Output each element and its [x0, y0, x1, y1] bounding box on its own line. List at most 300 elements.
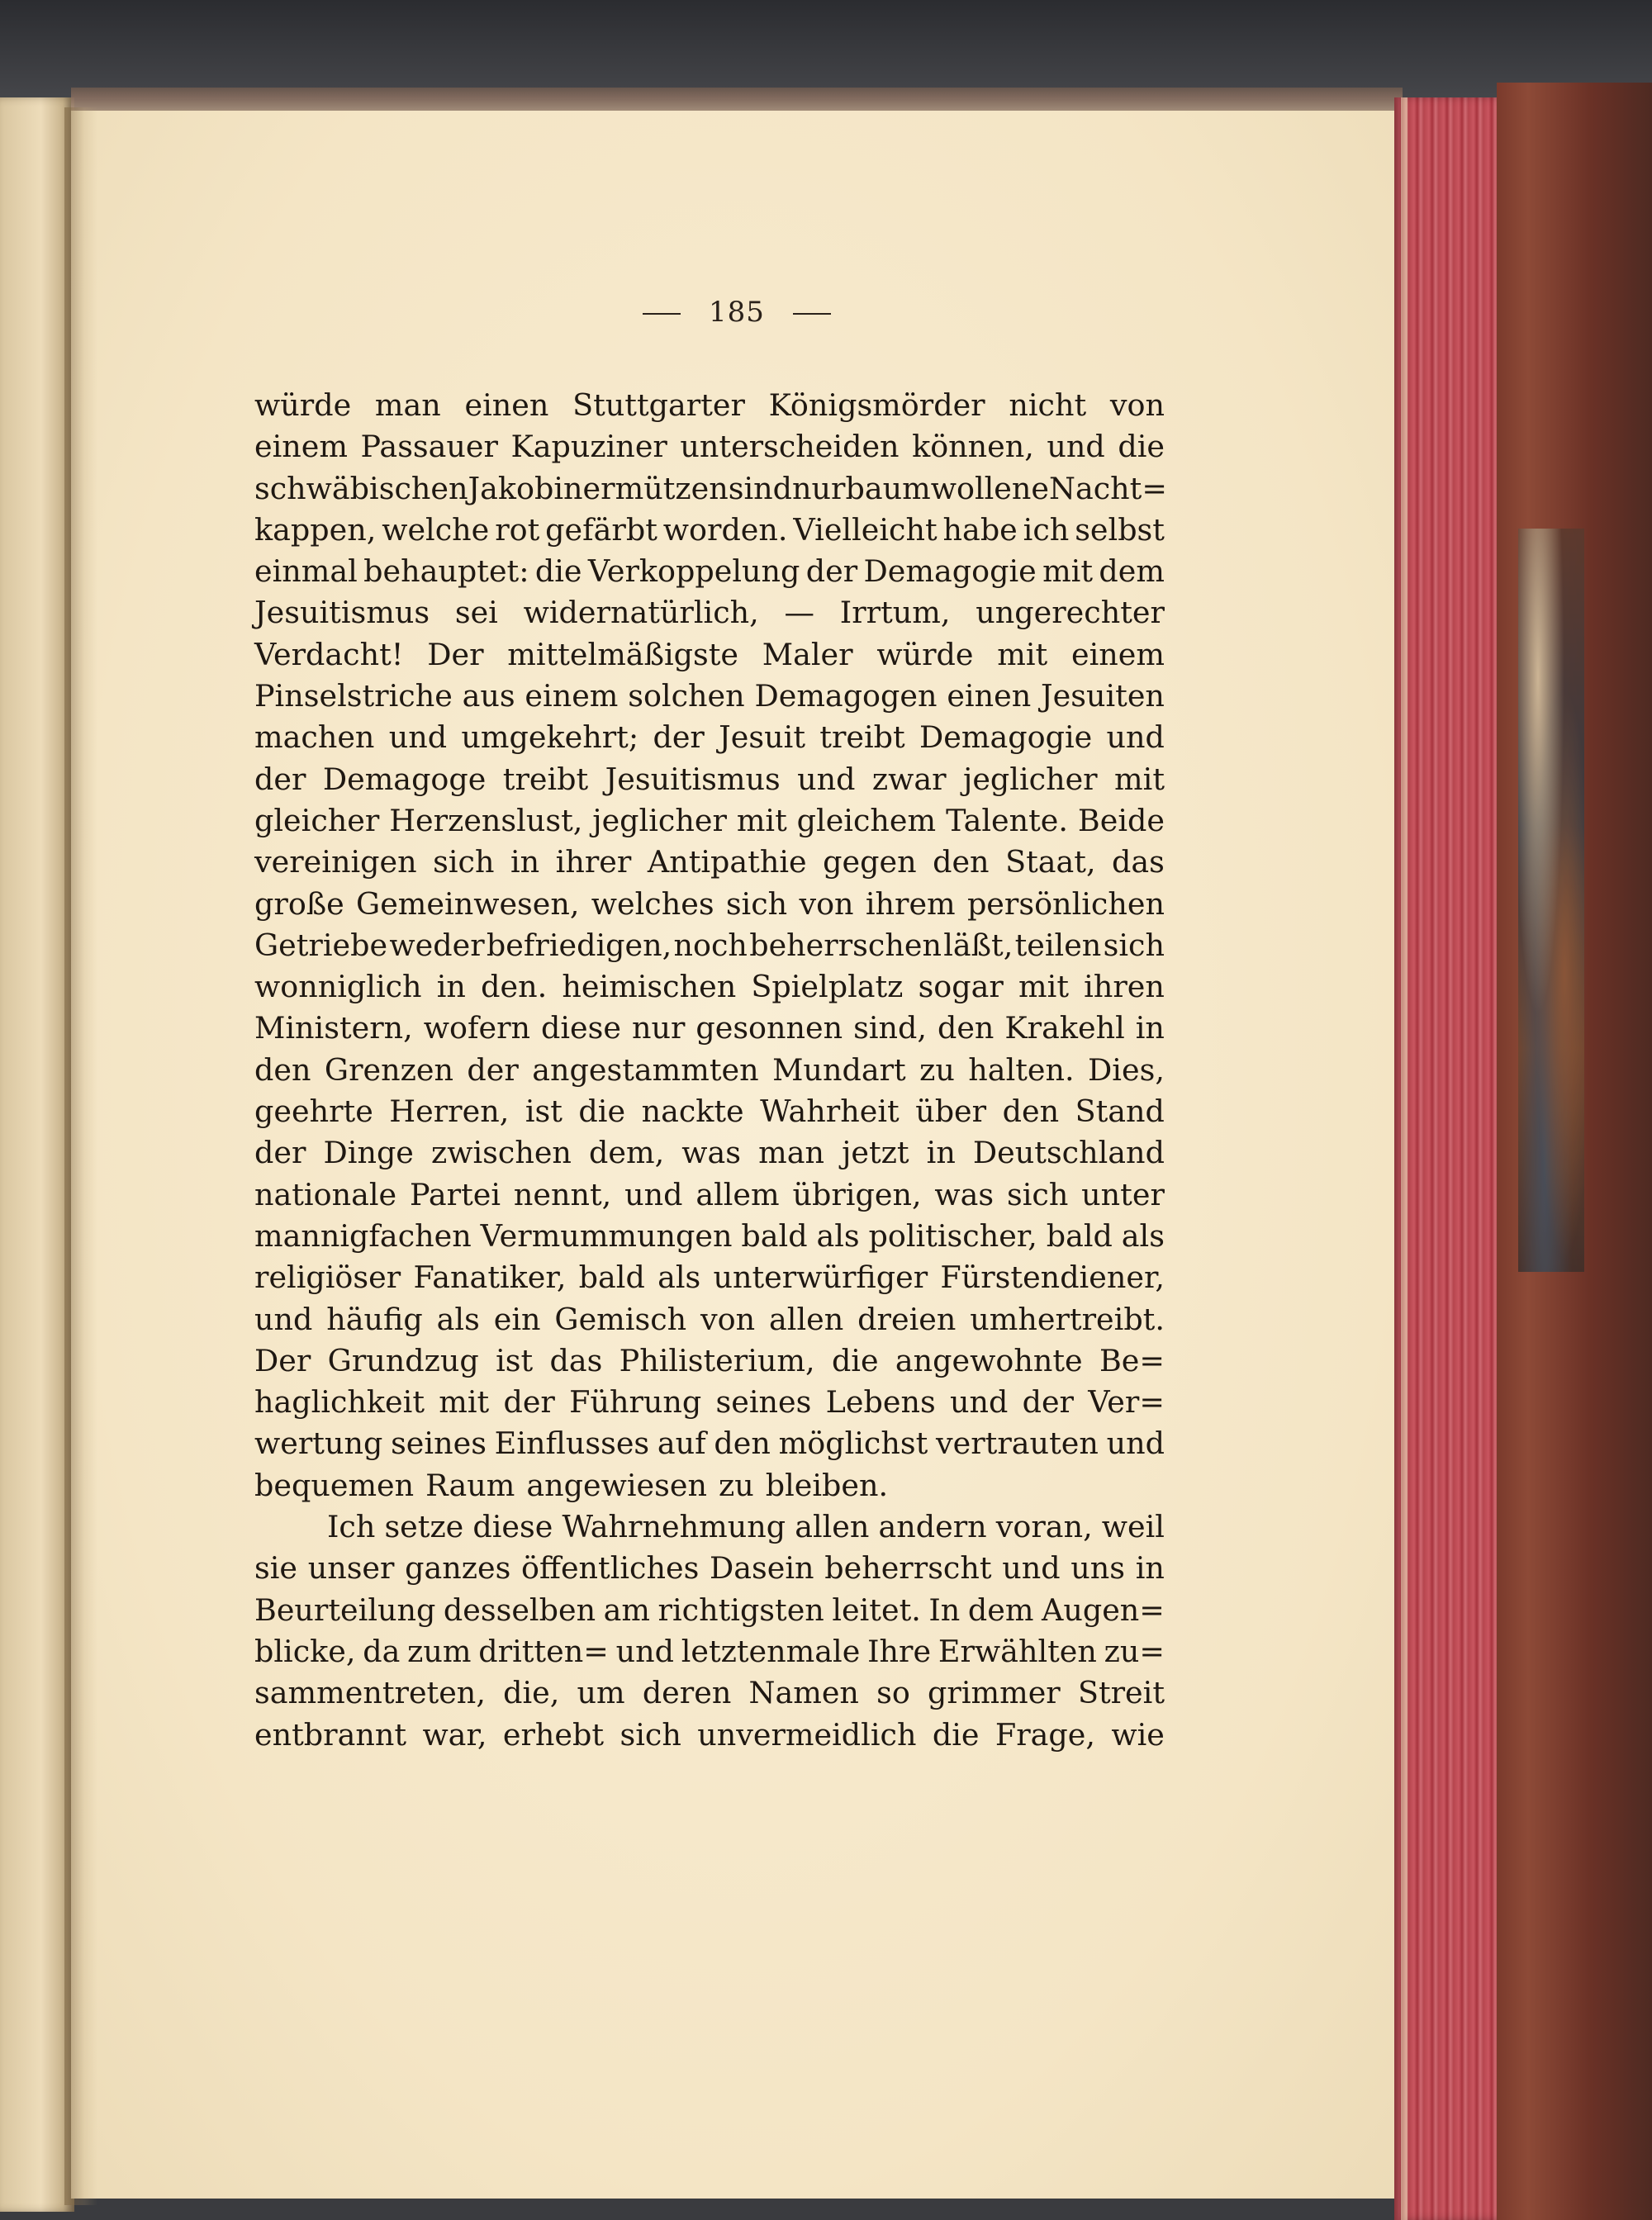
word: da [363, 1633, 401, 1669]
word: der [254, 1135, 306, 1171]
word: den [254, 1051, 311, 1088]
word: unter [1081, 1176, 1165, 1212]
text-line [254, 1257, 1165, 1298]
word: allem [695, 1176, 780, 1212]
word: gefärbt [545, 511, 657, 548]
word: deren [642, 1675, 732, 1711]
text-line [254, 634, 1165, 676]
word: politischer, [868, 1217, 1037, 1254]
word: man [758, 1135, 824, 1171]
word: Spielplatz [751, 969, 904, 1005]
word: beherrschen [749, 927, 942, 963]
text-line [254, 385, 1165, 426]
word: und [1106, 1425, 1165, 1462]
word: den [1002, 1093, 1060, 1130]
word: jeglicher [963, 761, 1098, 797]
word: möglichst [778, 1425, 928, 1462]
word: die [1118, 429, 1165, 465]
word: richtigsten [657, 1591, 824, 1628]
word: wofern [423, 1010, 531, 1046]
word: Mundart [772, 1051, 906, 1088]
word: über [915, 1093, 987, 1130]
word: das [549, 1342, 603, 1378]
text-line [254, 426, 1165, 467]
word: Grenzen [324, 1051, 453, 1088]
text-line [254, 717, 1165, 758]
word: mit [1018, 969, 1069, 1005]
word: mit [1042, 553, 1094, 590]
word: auf [657, 1425, 706, 1462]
word: Der [427, 636, 484, 672]
text-line [254, 1340, 1165, 1382]
word: mittelmäßigste [507, 636, 738, 672]
word: weder [389, 927, 485, 963]
word: der [503, 1384, 555, 1421]
word: dritten= [478, 1633, 609, 1669]
word: setze [384, 1509, 464, 1545]
word: Streit [1077, 1675, 1165, 1711]
word: und [797, 761, 856, 797]
word: machen [254, 719, 375, 756]
word: den [933, 844, 990, 880]
marbled-endpaper [1518, 529, 1584, 1272]
word: als [1121, 1217, 1165, 1254]
word: Dinge [323, 1135, 414, 1171]
word: Herren, [389, 1093, 510, 1130]
word: Antipathie [647, 844, 807, 880]
word: kappen, [254, 511, 377, 548]
word: diese [541, 1010, 621, 1046]
word: die [578, 1093, 626, 1130]
text-line [254, 1382, 1165, 1423]
word: worden. [662, 511, 788, 548]
word: unser [307, 1550, 395, 1587]
text-line [254, 884, 1165, 925]
word: uns [1070, 1550, 1126, 1587]
word: das [1112, 844, 1165, 880]
word: Ich [327, 1509, 376, 1545]
word: ist [525, 1093, 563, 1130]
word: bald [578, 1259, 645, 1296]
word: läßt, [943, 927, 1014, 963]
word: zwar [871, 761, 947, 797]
word: am [603, 1591, 650, 1628]
word: in [926, 1135, 956, 1171]
word: übrigen, [792, 1176, 922, 1212]
paragraph [254, 385, 1165, 1506]
word: einem [525, 678, 619, 714]
word: religiöser [254, 1259, 401, 1296]
word: halten. [968, 1051, 1075, 1088]
word: — [784, 595, 815, 631]
word: Der [254, 1342, 311, 1378]
word: ich [1023, 511, 1070, 548]
word: angewiesen [526, 1467, 707, 1503]
text-line [254, 1132, 1165, 1174]
word: wonniglich [254, 969, 422, 1005]
word: in [1135, 1010, 1165, 1046]
word: Erwählten [938, 1633, 1097, 1669]
word: von [799, 885, 854, 922]
word: nackte [641, 1093, 744, 1130]
text-line [254, 1008, 1165, 1049]
word: angewohnte [895, 1342, 1083, 1378]
word: habe [942, 511, 1018, 548]
word: die [831, 1342, 879, 1378]
word: schwäbischen [254, 470, 468, 506]
word: aus [462, 678, 515, 714]
word: einem [254, 429, 348, 465]
word: dem [967, 1591, 1034, 1628]
word: einen [947, 678, 1032, 714]
stacked-page-edges [1394, 97, 1502, 2220]
left-page-edge [0, 97, 74, 2212]
word: gleicher [254, 802, 380, 838]
word: nur [631, 1010, 686, 1046]
word: Demagogie [863, 553, 1037, 590]
text-line [254, 759, 1165, 800]
word: umhertreibt. [970, 1301, 1165, 1337]
word: was [681, 1135, 742, 1171]
word: Staat, [1005, 844, 1096, 880]
word: Passauer [360, 429, 498, 465]
word: leitet. [832, 1591, 921, 1628]
word: Stand [1075, 1093, 1165, 1130]
header-dash-right [793, 313, 831, 315]
word: Fürstendiener, [940, 1259, 1165, 1296]
text-line [254, 1631, 1165, 1672]
word: Wahrnehmung [562, 1509, 786, 1545]
word: zu [919, 1051, 955, 1088]
word: Demagogen [754, 678, 938, 714]
text-line [254, 800, 1165, 842]
text-line [254, 1299, 1165, 1340]
word: allen [795, 1509, 870, 1545]
word: andern [878, 1509, 987, 1545]
word: Fanatiker, [413, 1259, 567, 1296]
word: was [934, 1176, 995, 1212]
word: diese [472, 1509, 553, 1545]
word: haglichkeit [254, 1384, 425, 1421]
word: angestammten [532, 1051, 759, 1088]
word: solchen [628, 678, 745, 714]
text-line [254, 1091, 1165, 1132]
word: der [1022, 1384, 1075, 1421]
word: umgekehrt; [461, 719, 639, 756]
word: sind [728, 470, 793, 506]
word: mit [1114, 761, 1165, 797]
word: Maler [762, 636, 853, 672]
text-line [254, 510, 1165, 551]
word: und [254, 1301, 313, 1337]
word: desselben [443, 1591, 596, 1628]
text-line [254, 1050, 1165, 1091]
word: Grundzug [327, 1342, 479, 1378]
word: zwischen [431, 1135, 572, 1171]
word: war, [422, 1716, 487, 1753]
word: jeglicher [592, 802, 727, 838]
word: Beide [1077, 802, 1165, 838]
word: teilen [1014, 927, 1102, 963]
word: weil [1101, 1509, 1165, 1545]
text-line [254, 1715, 1165, 1756]
word: allen [769, 1301, 844, 1337]
word: ist [496, 1342, 534, 1378]
page-number-header [71, 296, 1403, 329]
word: von [1109, 387, 1165, 423]
text-line [254, 592, 1165, 633]
word: einem [1070, 636, 1165, 672]
word: Herzenslust, [389, 802, 583, 838]
word: sich [620, 1716, 681, 1753]
word: öffentliches [521, 1550, 700, 1587]
word: wertung [254, 1425, 383, 1462]
word: und [1047, 429, 1105, 465]
word: häufig [326, 1301, 423, 1337]
word: widernatürlich, [523, 595, 759, 631]
word: können, [912, 429, 1034, 465]
word: grimmer [928, 1675, 1061, 1711]
word: und [615, 1633, 674, 1669]
word: der [254, 761, 306, 797]
word: mit [736, 802, 787, 838]
word: Jesuitismus [254, 595, 430, 631]
text-line [254, 1506, 1165, 1548]
word: Jesuitismus [605, 761, 781, 797]
text-line [254, 676, 1165, 717]
word: ein [493, 1301, 541, 1337]
word: Philisterium, [619, 1342, 815, 1378]
word: jetzt [842, 1135, 909, 1171]
word: Namen [748, 1675, 859, 1711]
body-text [254, 385, 1165, 1756]
word: in [436, 969, 466, 1005]
word: den. [481, 969, 548, 1005]
word: zum [407, 1633, 472, 1669]
word: nur [792, 470, 846, 506]
word: als [816, 1217, 860, 1254]
word: Führung [569, 1384, 702, 1421]
word: seines [715, 1384, 812, 1421]
word: Jesuiten [1041, 678, 1165, 714]
word: die [932, 1716, 980, 1753]
word: Getriebe [254, 927, 388, 963]
word: heimischen [562, 969, 737, 1005]
word: sind, [853, 1010, 927, 1046]
word: unterwürfiger [713, 1259, 928, 1296]
text-line [254, 842, 1165, 883]
word: Deutschland [972, 1135, 1165, 1171]
word: so [876, 1675, 910, 1711]
word: beherrscht [824, 1550, 992, 1587]
word: sammentreten, [254, 1675, 486, 1711]
word: von [700, 1301, 756, 1337]
word: Gemeinwesen, [356, 885, 580, 922]
text-line [254, 1548, 1165, 1589]
word: und [388, 719, 448, 756]
word: sich [725, 885, 788, 922]
word: wie [1111, 1716, 1165, 1753]
text-line [254, 551, 1165, 592]
word: In [928, 1591, 961, 1628]
page-gutter-shadow [64, 107, 97, 2205]
word: nicht [1009, 387, 1087, 423]
word: große [254, 885, 344, 922]
word: um [577, 1675, 625, 1711]
word: den [937, 1010, 995, 1046]
word: Jakobinermützen [468, 470, 729, 506]
word: einen [464, 387, 549, 423]
word: rot [495, 511, 540, 548]
word: selbst [1075, 511, 1165, 548]
word: entbrannt [254, 1716, 407, 1753]
word: als [657, 1259, 701, 1296]
word: mit [997, 636, 1048, 672]
word: Verkoppelung [587, 553, 800, 590]
word: Dies, [1088, 1051, 1165, 1088]
word: zu= [1104, 1633, 1165, 1669]
page-top-edge [71, 88, 1403, 112]
word: der [653, 719, 705, 756]
word: nennt, [513, 1176, 612, 1212]
text-line [254, 468, 1165, 510]
word: persönlichen [966, 885, 1165, 922]
text-line [254, 925, 1165, 966]
word: Gemisch [554, 1301, 687, 1337]
word: treibt [819, 719, 905, 756]
word: Ver= [1088, 1384, 1165, 1421]
word: bald [741, 1217, 808, 1254]
word: in [1135, 1550, 1165, 1587]
word: Nacht= [1049, 470, 1167, 506]
word: vertrauten [936, 1425, 1099, 1462]
word: vereinigen [254, 844, 417, 880]
word: sich [1103, 927, 1165, 963]
word: dem [1099, 553, 1165, 590]
word: Königsmörder [768, 387, 985, 423]
word: bald [1046, 1217, 1113, 1254]
word: dem, [589, 1135, 665, 1171]
word: Vermummungen [480, 1217, 733, 1254]
word: ungerechter [976, 595, 1165, 631]
word: welches [591, 885, 714, 922]
word: und [1106, 719, 1165, 756]
word: bequemen [254, 1467, 415, 1503]
word: befriedigen, [486, 927, 672, 963]
word: Dasein [710, 1550, 814, 1587]
word: Augen= [1041, 1591, 1165, 1628]
word: Lebens [825, 1384, 936, 1421]
page-edge-highlight [1401, 97, 1408, 2220]
word: würde [254, 387, 352, 423]
word: sich [433, 844, 495, 880]
word: behauptet: [363, 553, 529, 590]
word: Einflusses [494, 1425, 650, 1462]
word: Frage, [995, 1716, 1095, 1753]
background-surface [0, 0, 1652, 99]
word: seines [391, 1425, 487, 1462]
word: unterscheiden [680, 429, 900, 465]
word: blicke, [254, 1633, 356, 1669]
word: sei [454, 595, 498, 631]
word: und [1002, 1550, 1061, 1587]
word: Partei [409, 1176, 501, 1212]
word: man [374, 387, 441, 423]
text-line [254, 966, 1165, 1008]
word: ihren [1084, 969, 1165, 1005]
word: Ministern, [254, 1010, 413, 1046]
word: welche [382, 511, 490, 548]
word: Talente. [946, 802, 1068, 838]
word: gesonnen [695, 1010, 843, 1046]
word: der [805, 553, 858, 590]
word: Raum [425, 1467, 515, 1503]
word: Demagoge [322, 761, 487, 797]
word: die [534, 553, 582, 590]
text-line [254, 1590, 1165, 1631]
word: Be= [1099, 1342, 1165, 1378]
text-line [254, 1672, 1165, 1714]
word: Wahrheit [760, 1093, 900, 1130]
text-line [254, 1216, 1165, 1257]
word: gegen [823, 844, 917, 880]
word: Kapuziner [510, 429, 667, 465]
word: sich [1006, 1176, 1069, 1212]
word: ganzes [405, 1550, 511, 1587]
word: und [624, 1176, 683, 1212]
word: Vielleicht [793, 511, 938, 548]
word: erhebt [502, 1716, 605, 1753]
word: unvermeidlich [697, 1716, 917, 1753]
word: sogar [918, 969, 1004, 1005]
word: Jesuit [719, 719, 805, 756]
text-line [254, 1174, 1165, 1216]
word: baumwollene [845, 470, 1050, 506]
word: Ihre [867, 1633, 932, 1669]
word: letztenmale [681, 1633, 861, 1669]
word: sie [254, 1550, 298, 1587]
text-line [254, 1465, 1165, 1506]
word: nationale [254, 1176, 397, 1212]
word: gleichem [796, 802, 937, 838]
word: als [436, 1301, 480, 1337]
word: zu [718, 1467, 754, 1503]
word: Stuttgarter [572, 387, 745, 423]
page-number: 185 [709, 296, 765, 329]
word: Demagogie [919, 719, 1093, 756]
word: ihrer [555, 844, 632, 880]
word: mit [439, 1384, 490, 1421]
word: Krakehl [1004, 1010, 1125, 1046]
word: ihrem [865, 885, 956, 922]
word: noch [673, 927, 748, 963]
word: den [714, 1425, 771, 1462]
word: bleiben. [765, 1467, 889, 1503]
header-dash-left [643, 313, 681, 315]
paragraph [254, 1506, 1165, 1756]
word: Pinselstriche [254, 678, 453, 714]
text-line [254, 1423, 1165, 1464]
word: Beurteilung [254, 1591, 436, 1628]
word: und [949, 1384, 1009, 1421]
word: der [467, 1051, 519, 1088]
word: einmal [254, 553, 358, 590]
word: in [510, 844, 540, 880]
word: würde [876, 636, 974, 672]
word: treibt [502, 761, 589, 797]
word: geehrte [254, 1093, 373, 1130]
word: Verdacht! [254, 636, 404, 672]
